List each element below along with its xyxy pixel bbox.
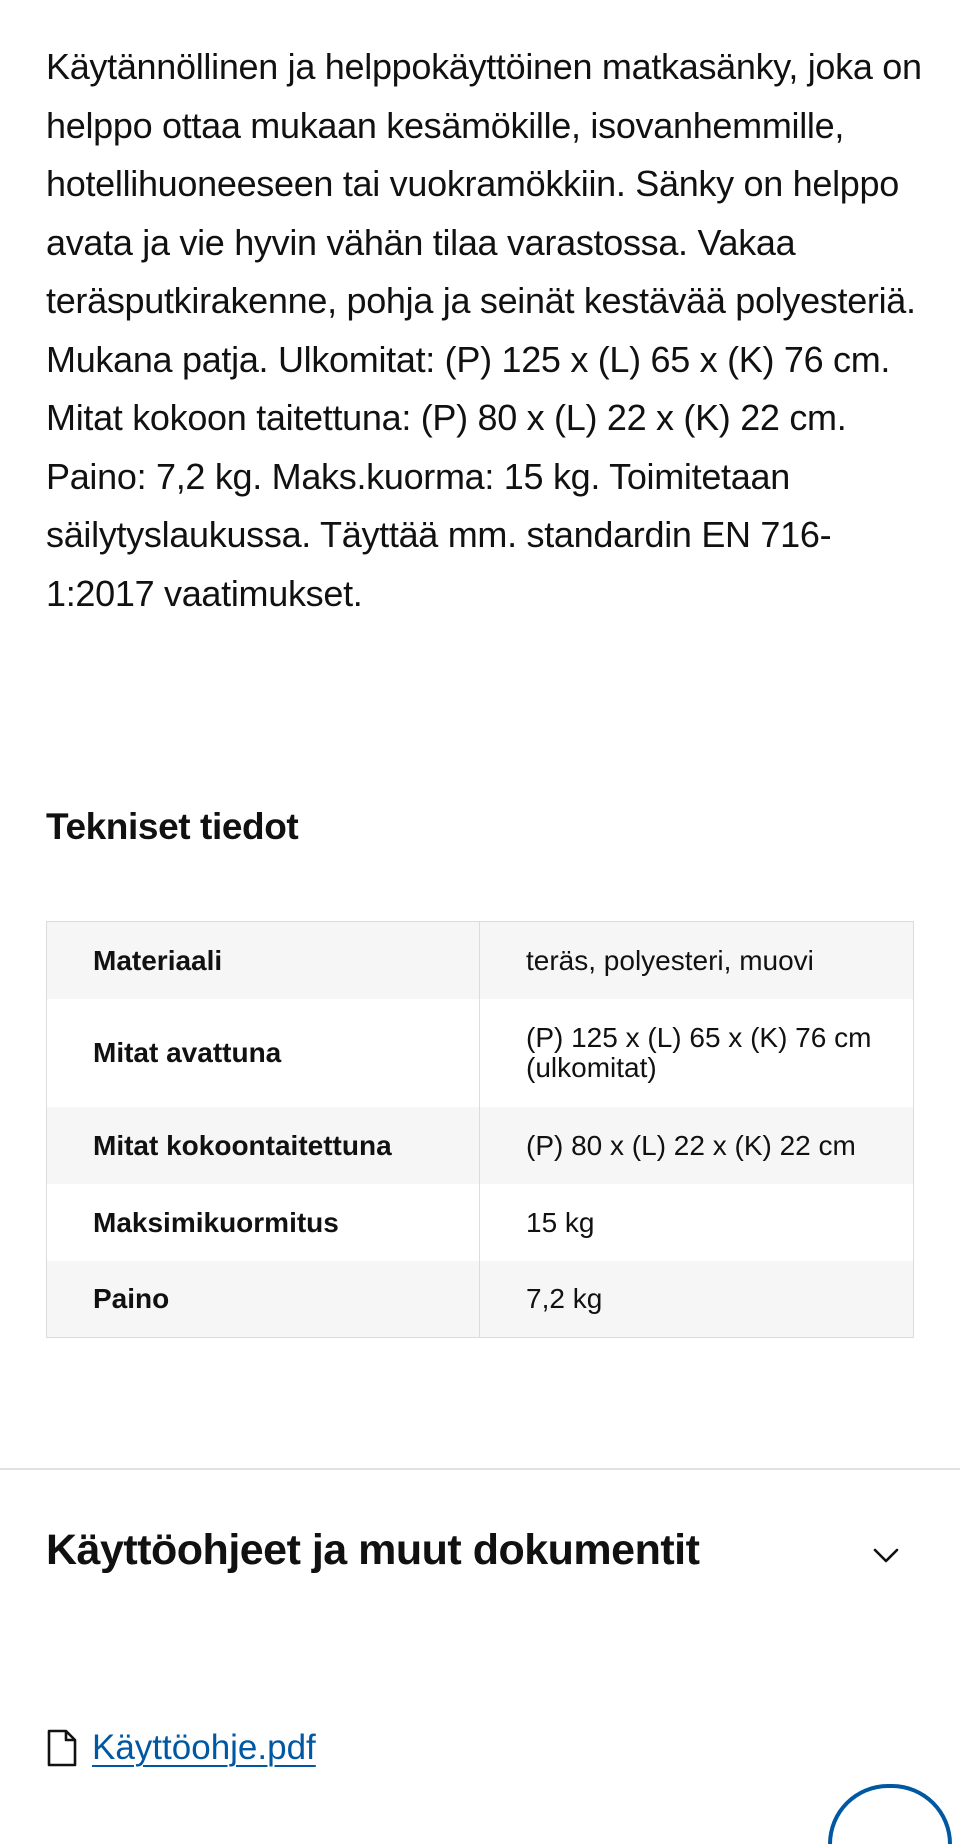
spec-label: Mitat kokoontaitettuna [47, 1107, 480, 1184]
spec-label: Paino [47, 1261, 480, 1338]
spec-value: 15 kg [526, 1206, 595, 1238]
chevron-down-icon[interactable] [870, 1540, 902, 1572]
documents-title: Käyttöohjeet ja muut dokumentit [46, 1526, 700, 1574]
section-divider [0, 1468, 960, 1470]
spec-value: teräs, polyesteri, muovi [480, 922, 914, 1000]
manual-pdf-label: Käyttöohje.pdf [92, 1728, 316, 1767]
spec-value: (P) 125 x (L) 65 x (K) 76 cm (ulkomitat) [526, 1022, 872, 1083]
floating-action-button[interactable] [828, 1784, 952, 1844]
spec-row-dimensions-folded [47, 1107, 914, 1184]
spec-row-max-load [47, 1184, 914, 1261]
specs-heading: Tekniset tiedot [46, 806, 299, 847]
spec-value: (P) 80 x (L) 22 x (K) 22 cm [480, 1107, 914, 1184]
product-description: Käytännöllinen ja helppokäyttöinen matkasänky, joka on helppo ottaa mukaan kesämökille, isovanhemmille, hotellihuoneeseen tai vuokramökkiin. Sänky on helppo avata ja vie hyvin vähän tilaa varastossa. Vakaa teräsputkirakenne, pohja ja seinät kestävää polyesteriä. Mukana patja. Ulkomitat: (P) 125 x (L) 65 x (K) 76 cm. Mitat kokoon taitettuna: (P) 80 x (L) 22 x (K) 22 cm. Paino: 7,2 kg. Maks.kuorma: 15 kg. Toimitetaan säilytyslaukussa. Täyttää mm. standardin EN 716-1:2017 vaatimukset. [46, 46, 922, 614]
spec-row-weight [47, 1261, 914, 1338]
manual-pdf-link[interactable] [46, 1728, 316, 1768]
spec-label: Maksimikuormitus [47, 1184, 480, 1261]
document-icon [46, 1729, 78, 1767]
specs-table [46, 921, 914, 1338]
spec-value: 7,2 kg [480, 1261, 914, 1338]
spec-label: Mitat avattuna [47, 999, 480, 1107]
documents-accordion-toggle[interactable] [0, 1500, 960, 1610]
spec-row-dimensions-open [47, 999, 914, 1107]
spec-row-material [47, 922, 914, 1000]
spec-label: Materiaali [47, 922, 480, 1000]
